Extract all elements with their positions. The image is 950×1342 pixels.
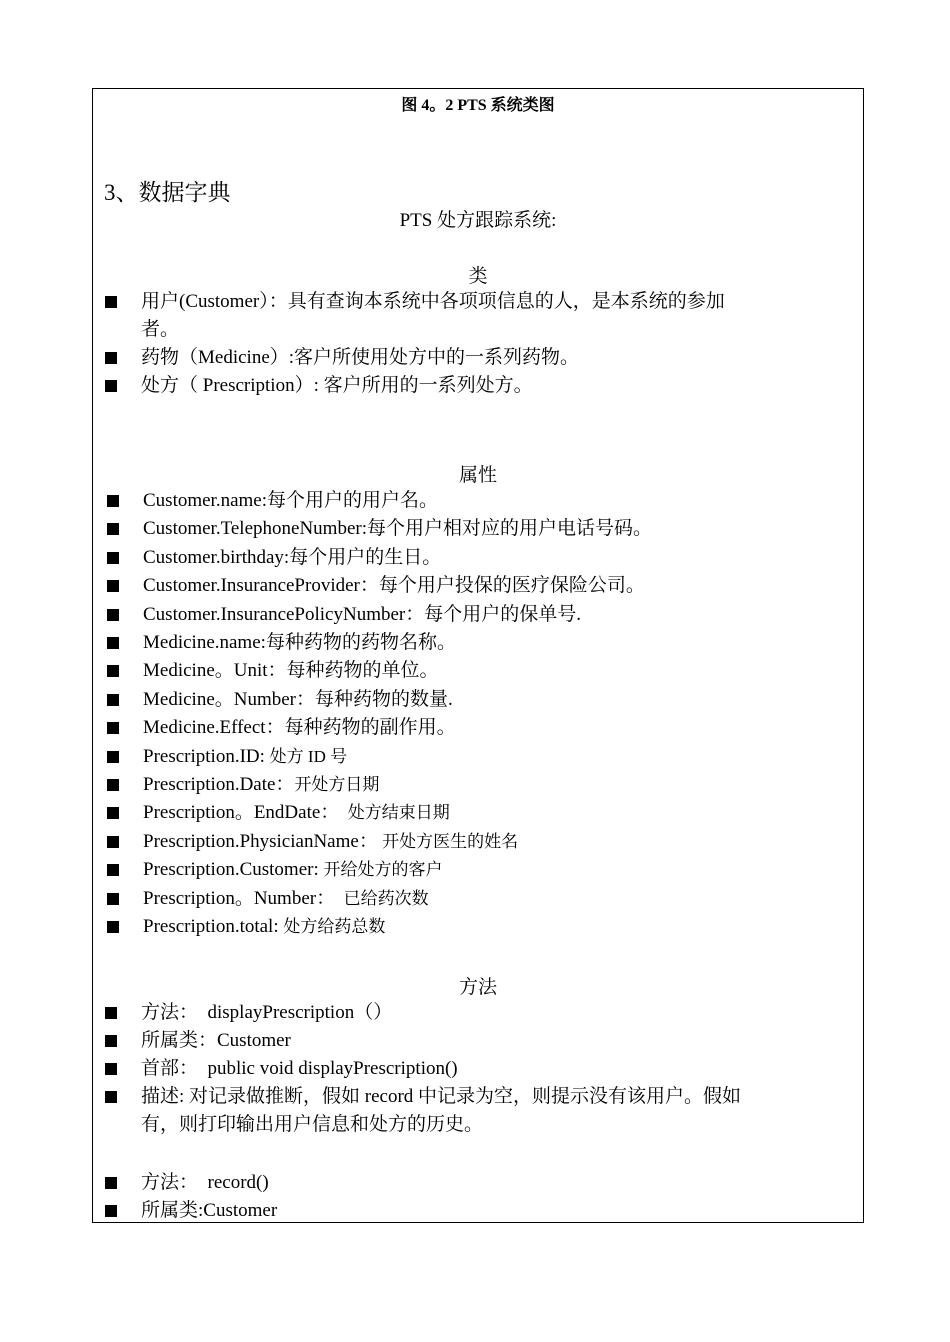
attribute-name: Customer.InsuranceProvider： [143,575,379,596]
bullet-icon [105,1091,117,1103]
bullet-icon [107,864,119,876]
attribute-name: Medicine.name: [143,632,266,653]
class-item-line: 者。 [141,319,180,340]
attribute-desc: 处方结束日期 [339,803,450,822]
attribute-desc: 每个用户的生日。 [289,547,442,568]
attribute-name: Medicine。Unit： [143,660,287,681]
attribute-desc: 开给处方的客户 [323,860,443,879]
attribute-name: Prescription。Number： [143,888,336,909]
bullet-icon [105,1007,117,1019]
bullet-icon [107,637,119,649]
attributes-heading: 属性 [458,465,497,486]
attribute-desc: 开处方日期 [294,775,380,794]
bullet-icon [107,807,119,819]
class-item-line: 处方（ Prescription）: 客户所用的一系列处方。 [141,375,533,396]
bullet-icon [107,893,119,905]
attribute-item [143,658,439,684]
attribute-desc: 每个用户的用户名。 [267,490,439,511]
figure-caption: 图 4。2 PTS 系统类图 [401,97,555,114]
class-item-line: 用户(Customer）：具有查询本系统中各项项信息的人，是本系统的参加 [141,291,725,312]
method-item-line: 所属类：Customer [141,1030,291,1051]
bullet-icon [107,523,119,535]
bullet-icon [105,1205,117,1217]
attribute-name: Medicine。Number： [143,689,316,710]
bullet-icon [107,609,119,621]
attribute-desc: 每个用户相对应的用户电话号码。 [366,518,652,539]
attribute-desc: 已给药次数 [335,889,429,908]
bullet-icon [107,694,119,706]
attribute-name: Customer.birthday: [143,547,290,568]
attribute-item [143,630,456,656]
attribute-desc: 每个用户的保单号. [424,604,582,625]
attribute-desc: 每种药物的单位。 [286,660,439,681]
bullet-icon [105,1035,117,1047]
attribute-desc: 每种药物的副作用。 [284,717,456,738]
attribute-name: Prescription。EndDate： [143,802,340,823]
bullet-icon [107,836,119,848]
attribute-item [143,715,456,741]
bullet-icon [107,779,119,791]
bullet-icon [107,580,119,592]
attribute-name: Prescription.total: [143,916,284,937]
bullet-icon [107,665,119,677]
attribute-desc: 处方 ID 号 [269,747,348,766]
attribute-item [143,857,442,883]
attribute-item [143,744,347,770]
attribute-name: Prescription.ID: [143,746,270,767]
attribute-item [143,488,438,514]
method-item-line: 方法： record() [141,1172,269,1193]
attribute-name: Prescription.PhysicianName： [143,831,378,852]
classes-heading: 类 [468,266,488,287]
bullet-icon [105,1177,117,1189]
attribute-desc: 开处方医生的姓名 [377,832,519,851]
bullet-icon [105,380,117,392]
methods-heading: 方法 [458,977,497,998]
attribute-name: Prescription.Customer: [143,859,324,880]
attribute-item [143,687,453,713]
bullet-icon [107,552,119,564]
bullet-icon [107,751,119,763]
method-item-line: 所属类:Customer [141,1200,278,1221]
attribute-item [143,886,429,912]
bullet-icon [107,495,119,507]
attribute-name: Medicine.Effect： [143,717,285,738]
system-title: PTS 处方跟踪系统: [399,210,557,231]
bullet-icon [107,921,119,933]
attribute-item [143,914,385,940]
method-item-line: 方法： displayPrescription（） [141,1002,393,1023]
bullet-icon [105,296,117,308]
attribute-item [143,573,645,599]
method-item-line: 有，则打印输出用户信息和处方的历史。 [141,1114,484,1135]
method-item-line: 首部： public void displayPrescription() [141,1058,458,1079]
bullet-icon [105,352,117,364]
attribute-item [143,772,379,798]
attribute-item [143,829,518,855]
attribute-item [143,800,450,826]
method-item-line: 描述: 对记录做推断，假如 record 中记录为空，则提示没有该用户。假如 [141,1086,742,1107]
section-title: 3、数据字典 [104,180,231,205]
document-frame [92,88,864,1223]
bullet-icon [107,722,119,734]
attribute-name: Customer.InsurancePolicyNumber： [143,604,425,625]
attribute-name: Customer.TelephoneNumber: [143,518,367,539]
attribute-desc: 每个用户投保的医疗保险公司。 [378,575,645,596]
attribute-desc: 处方给药总数 [283,917,386,936]
class-item-line: 药物（Medicine）:客户所使用处方中的一系列药物。 [141,347,580,368]
attribute-item [143,516,652,542]
attribute-item [143,602,581,628]
attribute-name: Customer.name: [143,490,268,511]
bullet-icon [105,1063,117,1075]
attribute-desc: 每种药物的药物名称。 [265,632,456,653]
attribute-item [143,545,441,571]
attribute-desc: 每种药物的数量. [315,689,453,710]
attribute-name: Prescription.Date： [143,774,295,795]
